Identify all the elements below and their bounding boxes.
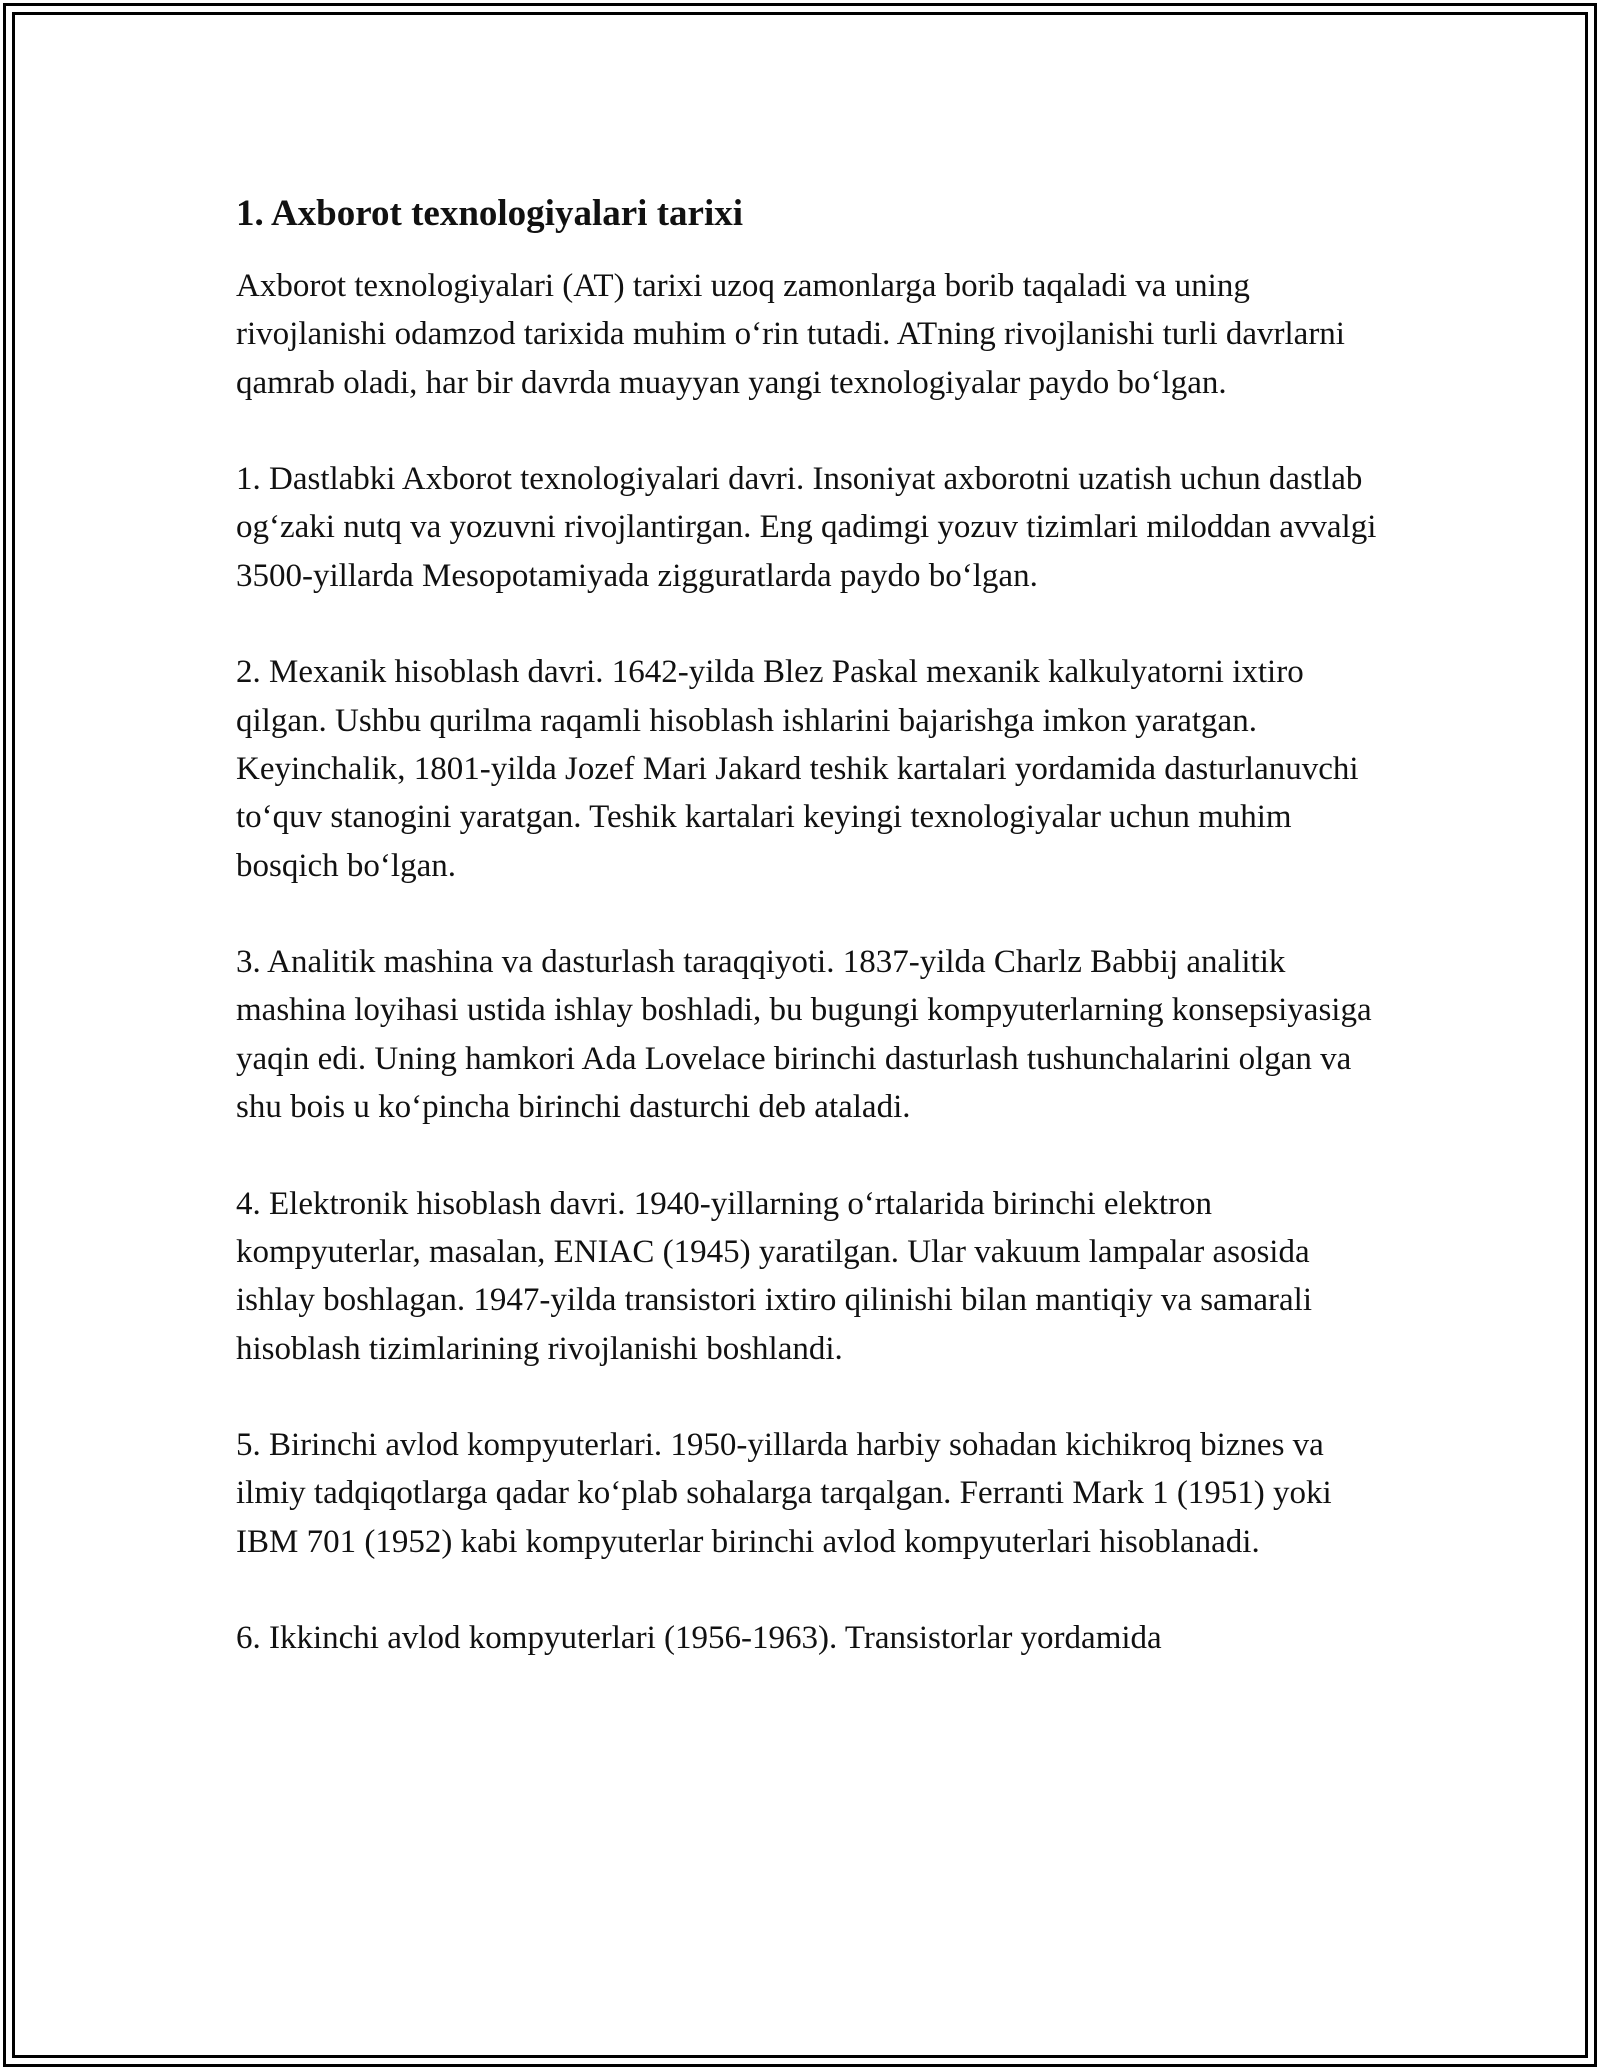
document-body bbox=[236, 186, 1381, 1711]
section-title: 1. Axborot texnologiyalari tarixi bbox=[236, 193, 743, 234]
paragraph-mechanical-era: 2. Mexanik hisoblash davri. 1642-yilda Blez Paskal mexanik kalkulyatorni ixtiro qilgan. Ushbu qurilma raqamli hisoblash ishlarini bajarishga imkon yaratgan. Keyinchalik, 1801-yilda Jozef Mari Jakard teshik kartalari yordamida dasturlanuvchi to‘quv stanogini yaratgan. Teshik kartalari keyingi texnologiyalar uchun muhim bosqich bo‘lgan. bbox=[236, 654, 1359, 884]
paragraph-first-generation: 5. Birinchi avlod kompyuterlari. 1950-yillarda harbiy sohadan kichikroq biznes va ilmiy tadqiqotlarga qadar ko‘plab sohalarga tarqalgan. Ferranti Mark 1 (1951) yoki IBM 701 (1952) kabi kompyuterlar birinchi avlod kompyuterlari hisoblanadi. bbox=[236, 1427, 1332, 1560]
paragraph-early-it-era: 1. Dastlabki Axborot texnologiyalari davri. Insoniyat axborotni uzatish uchun dastlab og‘zaki nutq va yozuvni rivojlantirgan. Eng qadimgi yozuv tizimlari miloddan avvalgi 3500-yillarda Mesopotamiyada zigguratlarda paydo bo‘lgan. bbox=[236, 461, 1377, 594]
paragraph-electronic-era: 4. Elektronik hisoblash davri. 1940-yillarning o‘rtalarida birinchi elektron kompyuterlar, masalan, ENIAC (1945) yaratilgan. Ular vakuum lampalar asosida ishlay boshlagan. 1947-yilda transistori ixtiro qilinishi bilan mantiqiy va samarali hisoblash tizimlarining rivojlanishi boshlandi. bbox=[236, 1185, 1312, 1367]
paragraph-analytical-engine: 3. Analitik mashina va dasturlash taraqqiyoti. 1837-yilda Charlz Babbij analitik mashina loyihasi ustida ishlay boshladi, bu bugungi kompyuterlarning konsepsiyasiga yaqin edi. Uning hamkori Ada Lovelace birinchi dasturlash tushunchalarini olgan va shu bois u ko‘pincha birinchi dasturchi deb ataladi. bbox=[236, 944, 1372, 1126]
paragraph-second-generation: 6. Ikkinchi avlod kompyuterlari (1956-1963). Transistorlar yordamida bbox=[236, 1620, 1162, 1657]
intro-paragraph: Axborot texnologiyalari (AT) tarixi uzoq zamonlarga borib taqaladi va uning rivojlanishi odamzod tarixida muhim o‘rin tutadi. ATning rivojlanishi turli davrlarni qamrab oladi, har bir davrda muayyan yangi texnologiyalar paydo bo‘lgan. bbox=[236, 268, 1345, 401]
